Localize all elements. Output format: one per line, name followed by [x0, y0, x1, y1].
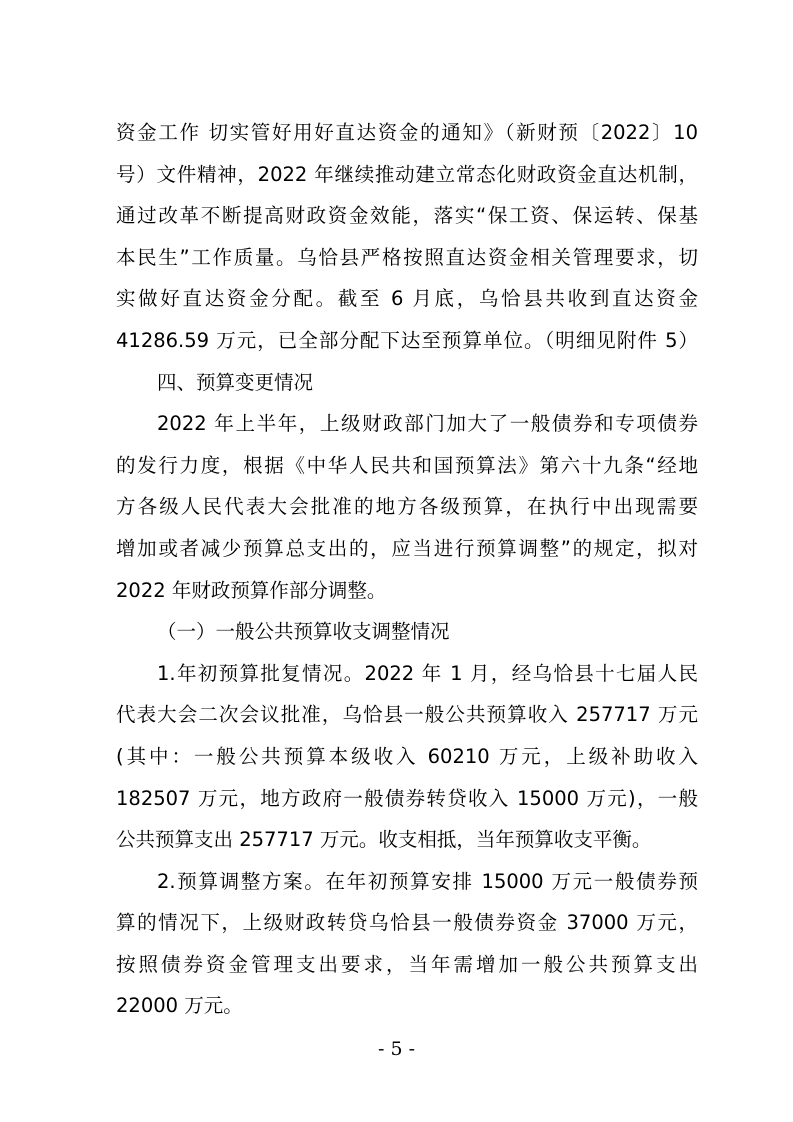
text-line: 1.年初预算批复情况。2022 年 1 月，经乌恰县十七届人民: [157, 661, 698, 685]
text-line: 通过改革不断提高财政资金效能，落实“保工资、保运转、保基: [116, 204, 698, 228]
text-line: 2.预算调整方案。在年初预算安排 15000 万元一般债券预: [157, 869, 698, 893]
text-line: 的发行力度，根据《中华人民共和国预算法》第六十九条“经地: [116, 453, 698, 477]
text-line: 实做好直达资金分配。截至 6 月底，乌恰县共收到直达资金: [116, 287, 698, 311]
text-line: 号）文件精神，2022 年继续推动建立常态化财政资金直达机制，: [116, 162, 698, 186]
text-line: 算的情况下，上级财政转贷乌恰县一般债券资金 37000 万元，: [116, 911, 698, 935]
text-line: 方各级人民代表大会批准的地方各级预算，在执行中出现需要: [116, 495, 698, 519]
text-line: (其中：一般公共预算本级收入 60210 万元，上级补助收入: [116, 744, 698, 768]
text-line: 代表大会二次会议批准，乌恰县一般公共预算收入 257717 万元: [116, 703, 698, 727]
body-text: [116, 112, 698, 1027]
text-line: 增加或者减少预算总支出的，应当进行预算调整”的规定，拟对: [116, 536, 698, 560]
text-line: 182507 万元，地方政府一般债券转贷收入 15000 万元)，一般: [116, 786, 698, 810]
text-line: 2022 年上半年，上级财政部门加大了一般债券和专项债券: [157, 412, 698, 436]
text-line: 本民生”工作质量。乌恰县严格按照直达资金相关管理要求，切: [116, 245, 698, 269]
text-line: 41286.59 万元，已全部分配下达至预算单位。（明细见附件 5）: [116, 328, 698, 352]
text-line: 资金工作 切实管好用好直达资金的通知》（新财预〔2022〕10: [116, 121, 698, 144]
page-number: - 5 -: [377, 1038, 415, 1060]
text-line: 公共预算支出 257717 万元。收支相抵，当年预算收支平衡。: [116, 828, 652, 852]
text-line: 2022 年财政预算作部分调整。: [116, 578, 387, 602]
text-line: 22000 万元。: [116, 994, 243, 1018]
subsection-heading: （一）一般公共预算收支调整情况: [157, 620, 450, 644]
text-line: 按照债券资金管理支出要求，当年需增加一般公共预算支出: [116, 952, 698, 976]
section-heading: 四、预算变更情况: [157, 370, 314, 394]
